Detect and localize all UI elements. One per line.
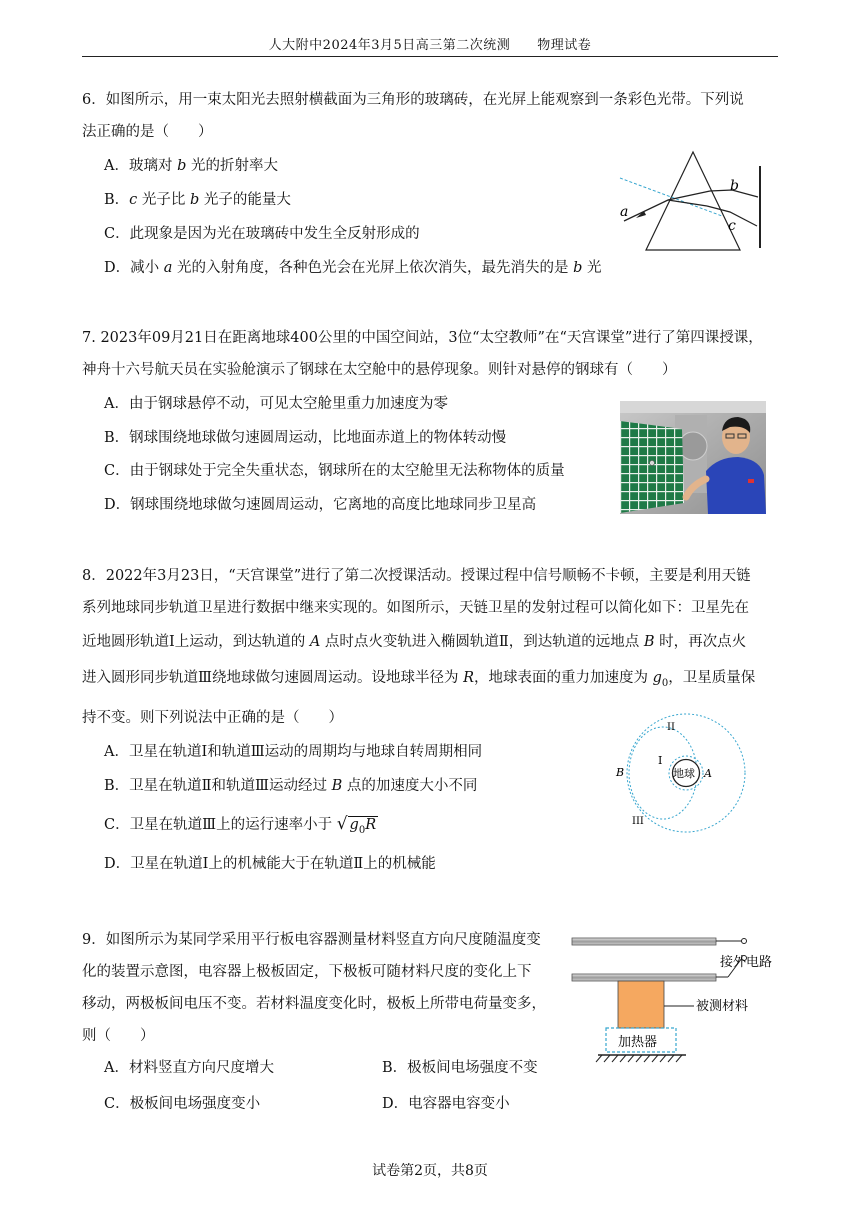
q8-stem-line2: 系列地球同步轨道卫星进行数据中继来实现的。如图所示，天链卫星的发射过程可以简化如下：卫星先在 (82, 600, 749, 616)
q8-l3-suffix: 时，再次点火 (654, 634, 747, 650)
label-c: c (728, 218, 736, 234)
q8-l4-var2: g (652, 670, 662, 686)
q8-option-d[interactable]: D．卫星在轨道Ⅰ上的机械能大于在轨道Ⅱ上的机械能 (104, 856, 436, 872)
q9-option-d[interactable]: D．电容器电容变小 (382, 1096, 510, 1112)
q7-option-a[interactable]: A．由于钢球悬停不动，可见太空舱里重力加速度为零 (104, 396, 448, 412)
q6-stem-line1: 6．如图所示，用一束太阳光去照射横截面为三角形的玻璃砖，在光屏上能观察到一条彩色光带。下列说 (82, 92, 744, 108)
q8-b-text: B．卫星在轨道Ⅱ和轨道Ⅲ运动经过 (104, 778, 332, 794)
q6-stem-line2: 法正确的是（ ） (82, 124, 213, 140)
capacitor-figure (568, 930, 788, 1070)
q8-l4-sub: 0 (661, 677, 669, 689)
q8-b-var: B (331, 778, 343, 794)
q6-b-var2: b (190, 192, 200, 208)
q8-l4-text: 进入圆形同步轨道Ⅲ绕地球做匀速圆周运动。设地球半径为 (82, 670, 464, 686)
q9-stem-line2: 化的装置示意图，电容器上极板固定，下极板可随材料尺度的变化上下 (82, 964, 532, 980)
point-B-label: B (616, 766, 625, 779)
q9-option-b[interactable]: B．极板间电场强度不变 (382, 1060, 538, 1076)
q7-option-c[interactable]: C．由于钢球处于完全失重状态，钢球所在的太空舱里无法称物体的质量 (104, 463, 565, 479)
q6-b-text: B． (104, 192, 130, 208)
label-a: a (620, 204, 629, 220)
material-label: 被测材料 (696, 999, 749, 1014)
q8-c-text: C．卫星在轨道Ⅲ上的运行速率小于 (104, 817, 337, 833)
orbit-I-label: I (658, 754, 663, 767)
steel-ball (650, 461, 655, 466)
q8-l3-var1: A (309, 634, 321, 650)
orbit-II-label: II (667, 722, 675, 733)
upper-plate (572, 938, 716, 945)
q8-option-b[interactable] (104, 776, 477, 796)
q8-stem-line1: 8．2022年3月23日，“天宫课堂”进行了第二次授课活动。授课过程中信号顺畅不卡顿，主要是利用天链 (82, 568, 751, 584)
q8-l4-var1: R (463, 670, 475, 686)
earth-label: 地球 (673, 767, 695, 780)
q7-stem-line1: 7. 2023年09月21日在距离地球400公里的中国空间站，3位“太空教师”在“天宫课堂”进行了第四课授课， (82, 330, 763, 346)
orbit-figure (608, 710, 778, 840)
orbit-III-label: III (632, 816, 644, 827)
q6-d-suffix: 光 (582, 260, 602, 276)
q6-a-text: A．玻璃对 (104, 158, 178, 174)
q9-stem-line4: 则（ ） (82, 1028, 155, 1044)
page-footer: 试卷第2页，共8页 (372, 1163, 488, 1179)
ray-c-inside (668, 200, 707, 206)
q8-c-R: R (365, 817, 377, 833)
q6-d-var1: a (163, 260, 173, 276)
q6-d-var2: b (573, 260, 583, 276)
material-block (618, 981, 664, 1028)
sqrt-radicand (348, 816, 379, 836)
q8-l3-var2: B (643, 634, 655, 650)
q8-stem-line4 (82, 668, 755, 694)
q8-option-a[interactable]: A．卫星在轨道Ⅰ和轨道Ⅲ运动的周期均与地球自转周期相同 (104, 744, 483, 760)
q6-option-b[interactable] (104, 190, 291, 210)
q6-b-var1: c (129, 192, 138, 208)
q8-option-c[interactable] (104, 814, 378, 841)
q7-stem-line2: 神舟十六号航天员在实验舱演示了钢球在太空舱中的悬停现象。则针对悬停的钢球有（ ） (82, 362, 677, 378)
q8-l3-text: 近地圆形轨道Ⅰ上运动，到达轨道的 (82, 634, 310, 650)
q9-stem-line1: 9．如图所示为某同学采用平行板电容器测量材料竖直方向尺度随温度变 (82, 932, 541, 948)
q9-stem-line3: 移动，两极板间电压不变。若材料温度变化时，极板上所带电荷量变多， (82, 996, 546, 1012)
space-station-photo (620, 401, 766, 514)
q7-option-d[interactable]: D．钢球围绕地球做匀速圆周运动，它离地的高度比地球同步卫星高 (104, 497, 537, 513)
q9-option-a[interactable]: A．材料竖直方向尺度增大 (104, 1060, 274, 1076)
q8-c-g: g (349, 817, 359, 833)
q8-stem-line3 (82, 632, 746, 652)
q8-stem-line5: 持不变。则下列说法中正确的是（ ） (82, 710, 343, 726)
q6-a-suffix: 光的折射率大 (186, 158, 278, 174)
header-divider (82, 56, 778, 57)
q6-a-var: b (177, 158, 187, 174)
sqrt-sign: √ (336, 814, 348, 834)
q8-b-suffix: 点的加速度大小不同 (342, 778, 478, 794)
astronaut-body (706, 457, 766, 514)
page-header: 人大附中2024年3月5日高三第二次统测 物理试卷 (268, 38, 592, 53)
q8-l3-mid: 点时点火变轨进入椭圆轨道Ⅱ，到达轨道的远地点 (320, 634, 644, 650)
grid-board (620, 421, 684, 513)
q6-option-a[interactable] (104, 156, 278, 176)
q6-b-mid: 光子比 (137, 192, 190, 208)
ground-hatching (596, 1055, 682, 1062)
prism-figure (610, 148, 780, 258)
q6-b-suffix: 光子的能量大 (199, 192, 291, 208)
q8-c-sub: 0 (358, 824, 366, 836)
q6-d-text: D．减小 (104, 260, 164, 276)
q8-l4-suffix: ，卫星质量保 (668, 670, 756, 686)
q8-l4-mid: ，地球表面的重力加速度为 (474, 670, 653, 686)
terminal-upper (742, 939, 747, 944)
q7-option-b[interactable]: B．钢球围绕地球做匀速圆周运动，比地面赤道上的物体转动慢 (104, 430, 507, 446)
q6-d-mid: 光的入射角度，各种色光会在光屏上依次消失，最先消失的是 (172, 260, 574, 276)
q9-option-c[interactable]: C．极板间电场强度变小 (104, 1096, 261, 1112)
heater-label: 加热器 (618, 1035, 658, 1050)
q6-option-d[interactable] (104, 258, 602, 278)
point-A-label: A (704, 767, 712, 780)
q6-option-c[interactable]: C．此现象是因为光在玻璃砖中发生全反射形成的 (104, 226, 420, 242)
label-b: b (730, 178, 739, 194)
prism-triangle (646, 152, 740, 250)
lower-plate (572, 974, 716, 981)
circuit-label: 接外电路 (720, 955, 773, 970)
